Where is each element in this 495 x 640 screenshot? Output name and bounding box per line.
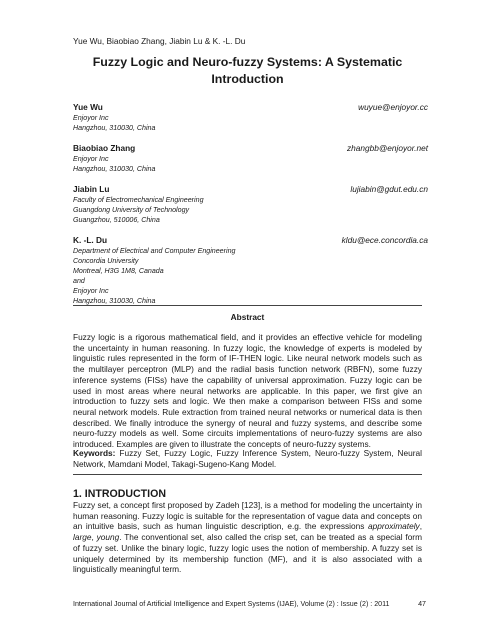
affiliation-line: Concordia University — [73, 257, 139, 265]
intro-emphasis: young — [96, 532, 120, 543]
intro-emphasis: approximately — [368, 521, 420, 532]
abstract-heading: Abstract — [230, 312, 265, 322]
keywords — [73, 448, 422, 469]
divider-rule — [73, 305, 422, 306]
title-line-1: Fuzzy Logic and Neuro-fuzzy Systems: A Systematic — [92, 55, 403, 69]
intro-text: , — [91, 532, 97, 543]
intro-text: , — [419, 521, 422, 532]
page-number: 47 — [418, 600, 426, 608]
affiliation-line: Enjoyor Inc — [73, 287, 109, 295]
affiliation-line: Hangzhou, 310030, China — [73, 297, 156, 305]
section-heading: 1. INTRODUCTION — [73, 488, 166, 500]
author-email: kldu@ece.concordia.ca — [341, 235, 428, 245]
title-line-2: Introduction — [211, 72, 284, 86]
divider-rule — [73, 474, 422, 475]
affiliation-line: Guangzhou, 510006, China — [73, 216, 160, 224]
affiliation-line: Faculty of Electromechanical Engineering — [73, 196, 204, 204]
keywords-label: Keywords: — [73, 448, 116, 458]
author-name: Yue Wu — [73, 102, 103, 112]
affiliation-line: Enjoyor Inc — [73, 114, 109, 122]
affiliation-line: Hangzhou, 310030, China — [73, 124, 156, 132]
intro-text: . The conventional set, also called the crisp set, can be treated as a special form of fuzzy set. Unlike the binary logic, fuzzy logic uses the notion of membership. A fuzzy set is uniquely determined by its membership function (MF), and it is also associated with a linguistically meaningful term. — [73, 532, 422, 575]
author-entry — [73, 102, 428, 133]
running-head: Yue Wu, Biaobiao Zhang, Jiabin Lu & K. -L. Du — [73, 36, 246, 46]
page-footer — [73, 600, 426, 608]
affiliation-line: Hangzhou, 310030, China — [73, 165, 156, 173]
author-entry — [73, 235, 428, 306]
author-email: zhangbb@enjoyor.net — [347, 143, 428, 153]
author-name: Biaobiao Zhang — [73, 143, 136, 153]
affiliation-line: Department of Electrical and Computer Engineering — [73, 247, 236, 255]
affiliation-line: and — [73, 277, 85, 285]
journal-citation: International Journal of Artificial Intelligence and Expert Systems (IJAE), Volume (2) : Issue (2) : 2011 — [73, 600, 390, 608]
author-email: lujiabin@gdut.edu.cn — [350, 184, 428, 194]
intro-text: Fuzzy set, a concept first proposed by Zadeh [123], is a method for modeling the uncertainty in human reasoning. Fuzzy logic is suitable for the representation of vague data and concepts on an intuitive basis, such as human linguistic description, e.g. the expressions — [73, 500, 422, 532]
paper-title — [60, 54, 435, 88]
intro-body — [73, 500, 422, 575]
keywords-text: Fuzzy Set, Fuzzy Logic, Fuzzy Inference System, Neuro-fuzzy System, Neural Network, Mamdani Model, Takagi-Sugeno-Kang Model. — [73, 448, 422, 469]
author-entry — [73, 143, 428, 174]
affiliation-line: Enjoyor Inc — [73, 155, 109, 163]
author-name: Jiabin Lu — [73, 184, 110, 194]
affiliation-line: Guangdong University of Technology — [73, 206, 190, 214]
author-entry — [73, 184, 428, 225]
author-name: K. -L. Du — [73, 235, 108, 245]
abstract-body: Fuzzy logic is a rigorous mathematical field, and it provides an effective vehicle for modeling the uncertainty in human reasoning. In fuzzy logic, the knowledge of experts is modeled by linguistic rules represented in the form of IF-THEN logic. Like neural network models such as the multilayer perceptron (MLP) and the radial basis function network (RBFN), some fuzzy inference systems (FISs) have the capability of universal approximation. Fuzzy logic can be used in most areas where neural networks are applicable. In this paper, we first give an introduction to fuzzy sets and logic. We then make a comparison between FISs and some neural network models. Rule extraction from trained neural networks or numerical data is then described. We finally introduce the synergy of neural and fuzzy systems, and describe some neuro-fuzzy models as well. Some circuits implementations of neuro-fuzzy systems are also introduced. Examples are given to illustrate the concepts of neuro-fuzzy systems. — [73, 332, 422, 450]
affiliation-line: Montreal, H3G 1M8, Canada — [73, 267, 164, 275]
author-email: wuyue@enjoyor.cc — [358, 102, 428, 112]
author-block — [73, 102, 428, 316]
intro-emphasis: large — [73, 532, 92, 543]
